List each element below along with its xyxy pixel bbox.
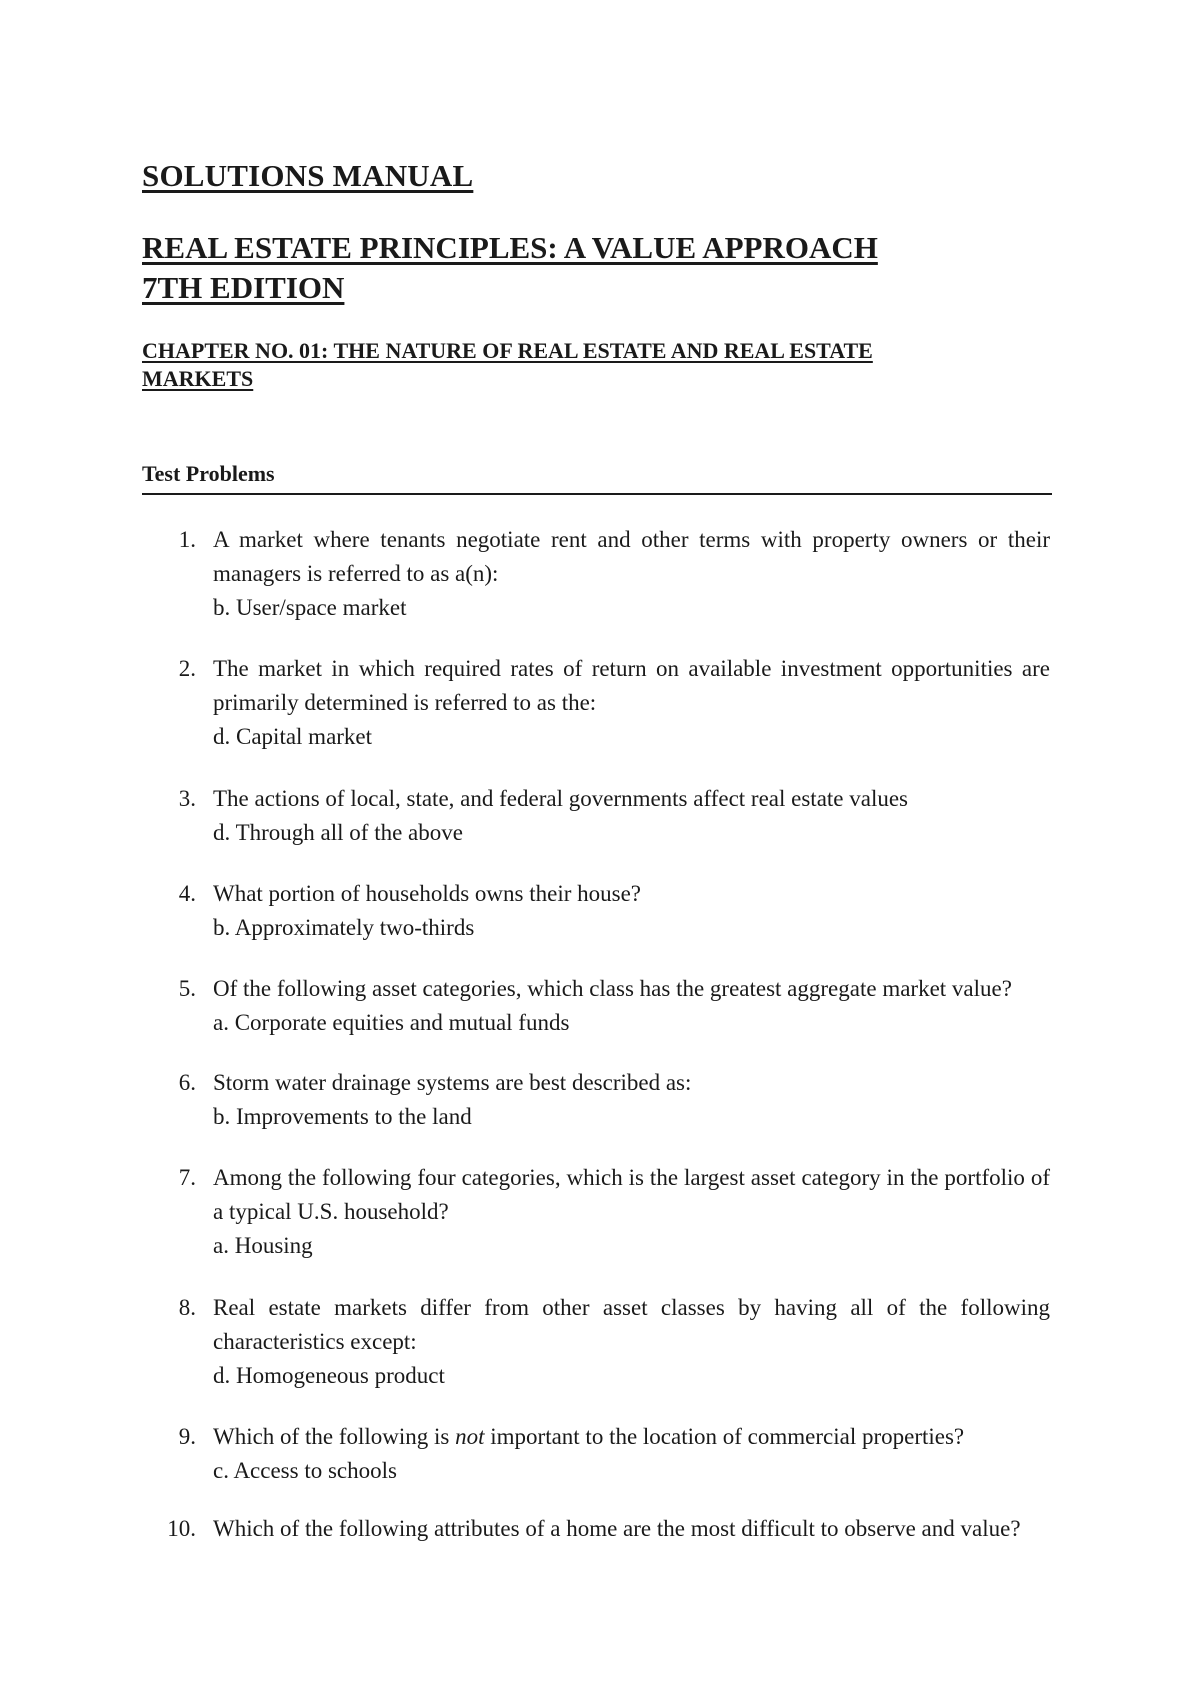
problem-answer: b. Improvements to the land (213, 1104, 472, 1129)
problem-number: 6. (178, 1070, 196, 1095)
problem-answer: d. Homogeneous product (213, 1363, 445, 1388)
problem-question: Real estate markets differ from other asset classes by having all of the following characteristics except: (213, 1295, 1050, 1354)
problem-number: 9. (178, 1424, 196, 1449)
problem-answer: b. User/space market (213, 595, 407, 620)
problem-answer: b. Approximately two-thirds (213, 915, 475, 940)
problem-question (213, 1420, 1050, 1454)
question-text: important to the location of commercial properties? (484, 1424, 965, 1449)
problem-question: Of the following asset categories, which class has the greatest aggregate market value? (213, 976, 1012, 1001)
problem-question: The market in which required rates of return on available investment opportunities are primarily determined is referred to as the: (213, 656, 1050, 715)
problem-question: Which of the following attributes of a home are the most difficult to observe and value? (213, 1516, 1021, 1541)
problem-number: 4. (178, 881, 196, 906)
problem-answer: a. Housing (213, 1233, 313, 1258)
problem-number: 5. (178, 976, 196, 1001)
problem-answer: d. Capital market (213, 724, 373, 749)
problem-number: 10. (167, 1516, 196, 1541)
problem-answer: a. Corporate equities and mutual funds (213, 1010, 570, 1035)
chapter-title: CHAPTER NO. 01: THE NATURE OF REAL ESTATE AND REAL ESTATE MARKETS (142, 338, 873, 391)
document-title: SOLUTIONS MANUAL (142, 158, 474, 193)
emphasis-text: not (455, 1424, 485, 1449)
problem-question: Storm water drainage systems are best described as: (213, 1070, 692, 1095)
edition-line: 7TH EDITION (142, 270, 345, 305)
book-title (142, 228, 878, 308)
problem-number: 1. (178, 527, 196, 552)
problem-question: The actions of local, state, and federal governments affect real estate values (213, 786, 909, 811)
problem-number: 3. (178, 786, 196, 811)
section-heading: Test Problems (142, 461, 1052, 495)
problem-answer: d. Through all of the above (213, 820, 463, 845)
problem-number: 8. (178, 1295, 196, 1320)
problem-number: 7. (178, 1165, 196, 1190)
question-text: Which of the following is (213, 1424, 456, 1449)
book-title-line: REAL ESTATE PRINCIPLES: A VALUE APPROACH (142, 230, 878, 265)
problem-number: 2. (178, 656, 196, 681)
problem-answer: c. Access to schools (213, 1458, 397, 1483)
problem-question: Among the following four categories, which is the largest asset category in the portfolio of a typical U.S. household? (213, 1165, 1050, 1224)
problem-question: What portion of households owns their house? (213, 881, 641, 906)
problem-question: A market where tenants negotiate rent and other terms with property owners or their managers is referred to as a(n): (213, 527, 1050, 586)
